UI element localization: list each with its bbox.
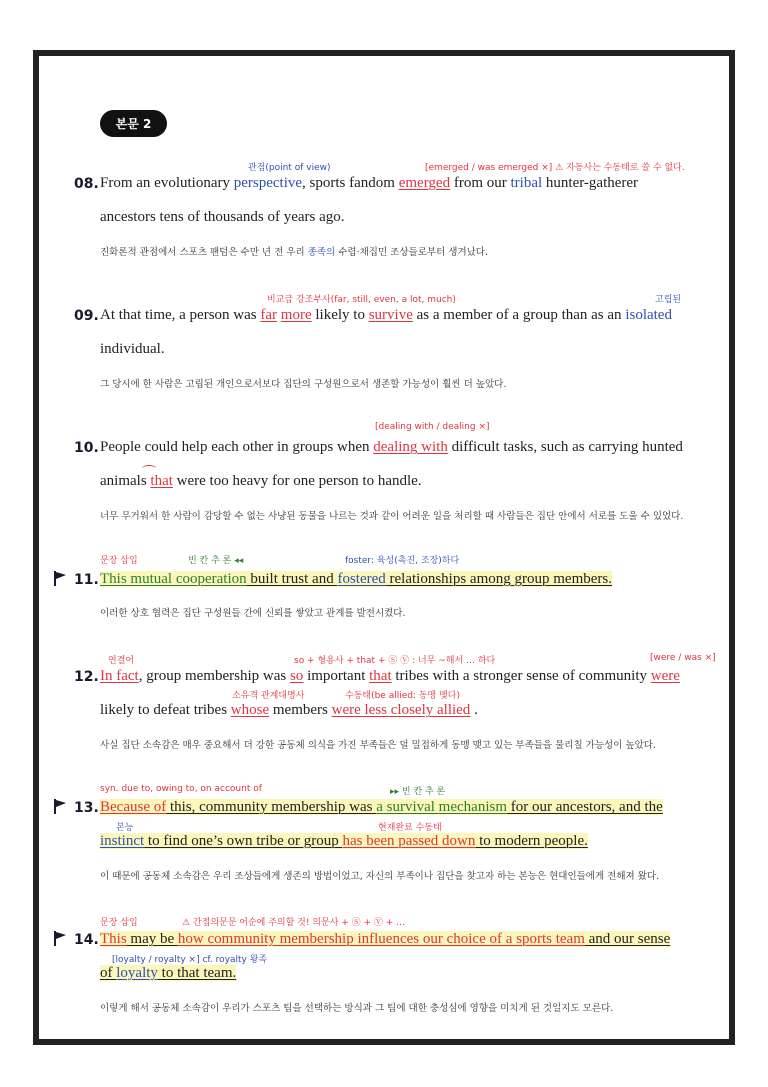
s10-line2: animals that were too heavy for one person to handle. — [100, 473, 422, 489]
flag-icon — [52, 570, 68, 586]
note-dealing: [dealing with / dealing ×] — [375, 422, 490, 432]
sentence-number-13: 13. — [74, 800, 99, 816]
note-connector: 연결어 — [108, 656, 135, 666]
page-frame — [33, 50, 735, 1045]
s09-korean: 그 당시에 한 사람은 고립된 개인으로서보다 집단의 구성원으로서 생존할 가능성이 훨씬 더 높았다. — [100, 379, 507, 390]
sentence-number-14: 14. — [74, 932, 99, 948]
note-so-that: so + 형용사 + that + Ⓢ Ⓥ : 너무 ~해서 … 하다 — [294, 656, 496, 666]
s14-korean: 이렇게 해서 공동체 소속감이 우리가 스포츠 팀을 선택하는 방식과 그 팀에 대한 충성심에 영향을 미치게 된 것일지도 모른다. — [100, 1003, 614, 1014]
note-emerged: [emerged / was emerged ×] ⚠ 자동사는 수동태로 쓸 수 없다. — [425, 163, 685, 173]
s10-line1: People could help each other in groups when dealing with difficult tasks, such as carrying hunted — [100, 439, 683, 455]
s08-line1: From an evolutionary perspective, sports fandom emerged from our tribal hunter-gatherer — [100, 175, 639, 191]
note-insert-11: 문장 삽입 — [100, 556, 138, 566]
s09-line1: At that time, a person was far more likely to survive as a member of a group than as an isolated — [100, 307, 672, 323]
note-perfect-passive: 현재완료 수동태 — [378, 823, 442, 833]
s12-korean: 사실 집단 소속감은 매우 중요해서 더 강한 공동체 의식을 가진 부족들은 덜 밀접하게 동맹 맺고 있는 부족들을 물리칠 가능성이 높았다. — [100, 740, 656, 751]
sentence-number-11: 11. — [74, 572, 99, 588]
note-insert-14: 문장 삽입 — [100, 918, 138, 928]
note-blank-11: 빈 칸 추 론 ◂◂ — [188, 556, 244, 566]
s11-line1: This mutual cooperation built trust and fostered relationships among group members. — [100, 571, 612, 587]
note-foster: foster: 육성(촉진, 조장)하다 — [345, 556, 460, 566]
note-indirect-question: ⚠ 간접의문문 어순에 주의할 것! 의문사 + Ⓢ + Ⓥ + … — [182, 918, 406, 928]
note-whose: 소유격 관계대명사 — [232, 691, 305, 701]
antecedent-arc — [142, 465, 156, 472]
sentence-number-10: 10. — [74, 440, 99, 456]
s08-line2: ancestors tens of thousands of years ago. — [100, 209, 345, 225]
flag-icon — [52, 798, 68, 814]
s14-line2: of loyalty to that team. — [100, 965, 237, 981]
note-blank-13: ▸▸ 빈 칸 추 론 — [390, 787, 446, 797]
s13-line1: Because of this, community membership was a survival mechanism for our ancestors, and the — [100, 799, 663, 815]
note-isolated: 고립된 — [655, 295, 682, 305]
note-syn: syn. due to, owing to, on account of — [100, 784, 262, 794]
s12-line1: In fact, group membership was so important that tribes with a stronger sense of community were — [100, 668, 680, 684]
section-badge: 본문 2 — [100, 110, 167, 137]
flag-icon — [52, 930, 68, 946]
s08-korean: 진화론적 관점에서 스포츠 팬덤은 수만 년 전 우리 종족의 수렵·채집민 조상들로부터 생겨났다. — [100, 247, 488, 258]
s13-line2: instinct to find one’s own tribe or group has been passed down to modern people. — [100, 833, 588, 849]
s11-korean: 이러한 상호 협력은 집단 구성원들 간에 신뢰를 쌓았고 관계를 발전시켰다. — [100, 608, 406, 619]
note-loyalty: [loyalty / royalty ×] cf. royalty 왕족 — [112, 955, 268, 965]
note-instinct: 본능 — [116, 823, 134, 833]
s10-korean: 너무 무거워서 한 사람이 감당할 수 없는 사냥된 동물을 나르는 것과 같이 어려운 일을 처리할 때 사람들은 집단 안에서 서로를 도울 수 있었다. — [100, 511, 684, 522]
note-pov: 관점(point of view) — [248, 163, 331, 173]
note-far: 비교급 강조부사(far, still, even, a lot, much) — [267, 295, 456, 305]
s12-line2: likely to defeat tribes whose members were less closely allied . — [100, 702, 478, 718]
sentence-number-08: 08. — [74, 176, 99, 192]
note-passive: 수동태(be allied: 동맹 맺다) — [345, 691, 461, 701]
s09-line2: individual. — [100, 341, 165, 357]
sentence-number-09: 09. — [74, 308, 99, 324]
s13-korean: 이 때문에 공동체 소속감은 우리 조상들에게 생존의 방법이었고, 자신의 부족이나 집단을 찾고자 하는 본능은 현대인들에게 전해져 왔다. — [100, 871, 660, 882]
note-were: [were / was ×] — [650, 653, 716, 663]
s14-line1: This may be how community membership influences our choice of a sports team and our sense — [100, 931, 671, 947]
sentence-number-12: 12. — [74, 669, 99, 685]
